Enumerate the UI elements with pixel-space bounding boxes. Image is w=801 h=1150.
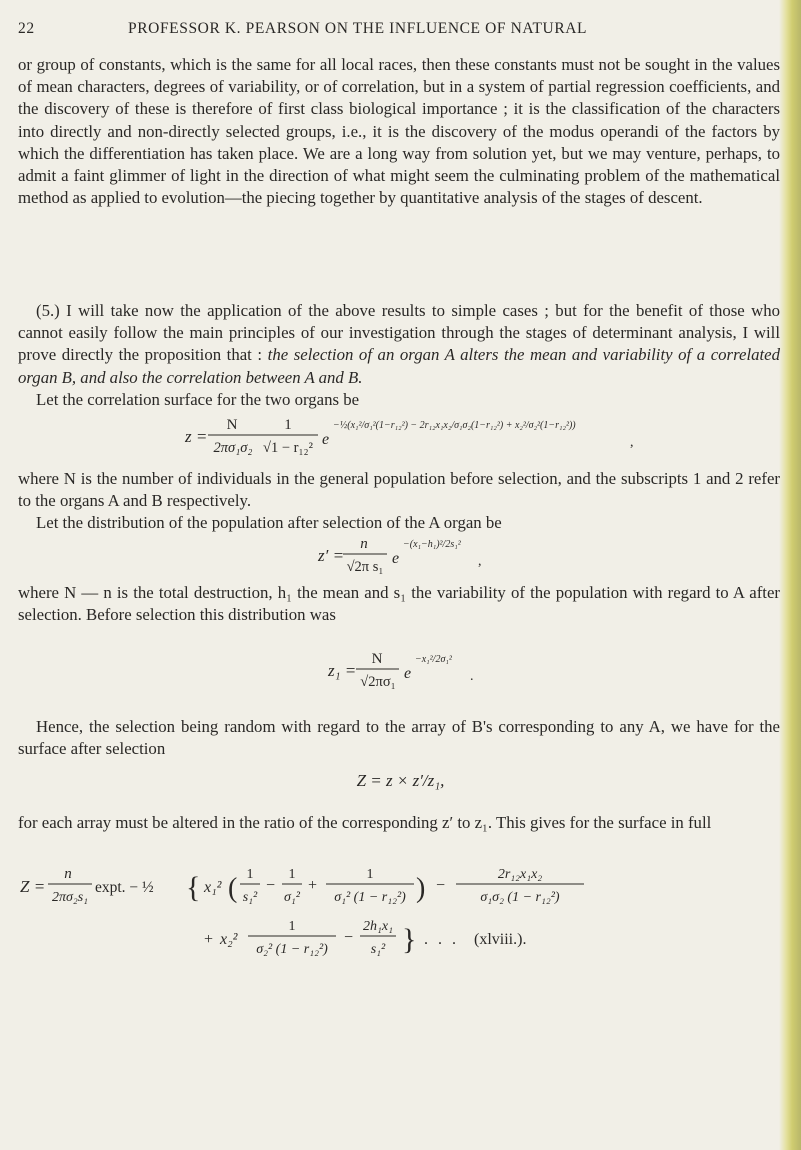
eq-z-sqrt: √1 − r₁₂² [263,440,313,456]
equation-z1 [0,648,801,696]
eq-full-minus-1: − [266,877,276,894]
eq-z1-exponent: −x₁²/2σ₁² [415,654,452,665]
eq-full-t1-num: 1 [246,867,254,882]
eq-z-e: e [322,431,330,448]
eq-zp-denom: √2π s₁ [346,559,384,575]
eq-z-lhs: z = [185,427,208,446]
running-title: PROFESSOR K. PEARSON ON THE INFLUENCE OF NATURAL [128,20,588,37]
eq-full-x2sq: x₂² [220,931,238,948]
eq-z1-e: e [404,665,412,682]
eq-z-denom: 2πσ₁σ₂ [213,440,253,456]
eq-zp-lhs: z′ = [318,546,345,565]
eq-full-plus-2: + [204,931,214,948]
eq-full-open-brace: { [186,871,201,904]
eq-full-minus-2: − [436,877,446,894]
paragraph-8-text: for each array must be altered in the ratio of the corresponding z′ to z₁. This gives for the surface in full [18,813,712,832]
eq-z-comma: , [630,435,634,450]
equation-full-surface [0,860,801,978]
eq-full-t3-num: 1 [366,867,374,882]
eq-full-lhs: Z = [20,877,46,896]
eq-full-t3-den: σ₁² (1 − r₁₂²) [334,890,406,905]
paragraph-8 [18,812,780,834]
paragraph-2 [18,300,780,411]
page-number: 22 [18,20,35,37]
eq-full-dots: . . . [424,931,459,948]
eq-full-t5-den: σ₂² (1 − r₁₂²) [256,942,328,957]
eq-full-t2-num: 1 [288,867,296,882]
paragraph-4 [18,468,780,535]
equation-Z-ratio: Z = z × z′/z₁, [356,771,445,790]
eq-full-close-brace: } [402,923,417,956]
equation-label: (xlviii.). [474,931,527,948]
eq-full-close-paren: ) [416,873,426,904]
eq-zp-comma: , [478,554,482,569]
eq-full-t4-den: σ₁σ₂ (1 − r₁₂²) [480,890,560,905]
eq-z-numer: N [226,417,238,433]
eq-full-plus-1: + [308,877,318,894]
eq-z-one: 1 [284,417,292,433]
paragraph-5-text: Let the distribution of the population after selection of the A organ be [36,513,502,533]
paragraph-2-text: (5.) I will take now the application of the above results to simple cases ; but for the benefit of those who cannot easily follow the main principles of our investigation through the stages of determinant analysis, I will prove directly the proposition that : [18,301,780,365]
proposition-italic: the selection of an organ A alters the mean and variability of a correlated organ B, and also the correlation between A and B. [18,345,781,387]
page-header [18,20,780,44]
eq-z1-denom: √2πσ₁ [360,674,396,690]
eq-full-t2-den: σ₁² [284,890,300,905]
eq-full-t5-num: 1 [288,919,296,934]
paragraph-6 [18,582,780,626]
eq-full-t1-den: s₁² [242,890,258,905]
eq-z1-lhs: z₁ = [328,661,357,680]
paragraph-1 [18,54,780,209]
equation-z-prime [0,533,801,581]
paragraph-7 [18,716,780,760]
paragraph-6-text: where N — n is the total destruction, h₁ the mean and s₁ the variability of the population with regard to A after selection. Before selection this distribution was [18,583,780,625]
eq-full-t6-den: s₁² [370,942,386,957]
eq-full-denom: 2πσ₂s₁ [51,890,89,905]
paragraph-7-text: Hence, the selection being random with regard to the array of B's corresponding to any A, we have for the surface after selection [18,717,780,759]
eq-full-minus-3: − [344,929,354,946]
eq-zp-numer: n [360,536,368,552]
eq-full-t4-num: 2r₁₂x₁x₂ [497,867,543,882]
eq-z1-period: . [470,669,474,684]
eq-zp-exponent: −(x₁−h₁)²/2s₁² [403,539,461,550]
paragraph-3-text: Let the correlation surface for the two organs be [36,389,360,409]
paragraph-1-text: or group of constants, which is the same for all local races, then these constants must not be sought in the values of mean characters, degrees of variability, or of correlation, but in a system of partial regression coefficients, and the discovery of these is therefore of first class biological importance ; it is the classification of the characters into directly and non-directly selected groups, i.e., it is the discovery of the modus operandi of the factors by which the differentiation has taken place. We are a long way from solution yet, but we may venture, perhaps, to admit a faint glimmer of light in the direction of what might seem the culminating problem of the mathematical method as applied to evolution—the piecing together by quantitative analysis of the stages of descent. [18,55,780,208]
eq-full-x1sq: x₁² [204,879,222,896]
eq-zp-e: e [392,550,400,567]
eq-z1-numer: N [371,651,383,667]
eq-full-open-paren: ( [228,873,238,904]
equation-correlation-surface [0,412,801,462]
eq-full-expt: expt. − ½ [95,879,154,896]
eq-full-t6-num: 2h₁x₁ [363,919,393,934]
paragraph-4-text: where N is the number of individuals in the general population before selection, and the subscripts 1 and 2 refer to the organs A and B respectively. [18,469,780,511]
eq-full-numer: n [64,866,72,882]
eq-z-exponent: −½(x₁²/σ₁²(1−r₁₂²) − 2r₁₂x₁x₂/σ₁σ₂(1−r₁₂²) + x₂²/σ₂²(1−r₁₂²)) [333,420,576,431]
